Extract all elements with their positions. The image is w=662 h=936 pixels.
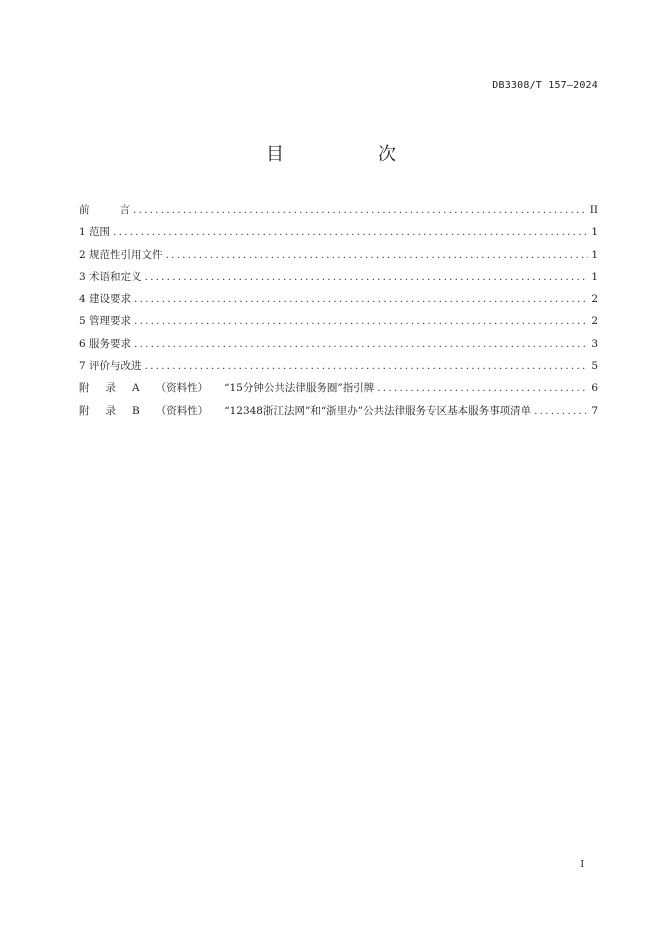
toc-entry-label: 3 术语和定义 — [79, 270, 142, 283]
toc-entry-page: 1 — [591, 226, 598, 239]
toc-entry-page: 2 — [591, 315, 598, 328]
toc-entry-normative-references[interactable] — [79, 244, 598, 266]
toc-entry-page: II — [589, 204, 598, 216]
toc-entry-page: 1 — [591, 270, 598, 283]
toc-entry-label: 5 管理要求 — [79, 315, 132, 328]
toc-entry-label: 4 建设要求 — [79, 293, 132, 306]
toc-entry-appendix-a[interactable] — [79, 377, 598, 399]
toc-entry-page: 7 — [591, 404, 598, 417]
table-of-contents — [79, 199, 598, 422]
toc-entry-terms-definitions[interactable] — [79, 266, 598, 288]
toc-entry-construction-requirements[interactable] — [79, 288, 598, 310]
toc-entry-label: 附 录 A （资料性） “15分钟公共法律服务圈”指引牌 — [79, 382, 375, 395]
toc-entry-appendix-b[interactable] — [79, 400, 598, 422]
toc-entry-label: 2 规范性引用文件 — [79, 248, 163, 261]
toc-entry-evaluation-improvement[interactable] — [79, 355, 598, 377]
dot-leader — [113, 221, 588, 243]
page-number: I — [580, 860, 584, 870]
toc-entry-label: 前言 — [79, 204, 130, 216]
toc-entry-page: 2 — [591, 293, 598, 306]
dot-leader — [134, 288, 588, 310]
dot-leader — [134, 333, 588, 355]
toc-entry-management-requirements[interactable] — [79, 310, 598, 332]
toc-entry-page: 1 — [591, 248, 598, 261]
toc-entry-service-requirements[interactable] — [79, 333, 598, 355]
toc-entry-label: 6 服务要求 — [79, 337, 132, 350]
dot-leader — [534, 400, 588, 422]
dot-leader — [166, 244, 589, 266]
dot-leader — [133, 199, 587, 221]
dot-leader — [134, 310, 588, 332]
toc-entry-label: 7 评价与改进 — [79, 360, 142, 373]
toc-entry-page: 5 — [591, 360, 598, 373]
toc-entry-page: 3 — [591, 337, 598, 350]
toc-entry-scope[interactable] — [79, 221, 598, 243]
toc-entry-page: 6 — [591, 382, 598, 395]
toc-entry-label: 附 录 B （资料性） “12348浙江法网”和“浙里办”公共法律服务专区基本服务事项清单 — [79, 404, 532, 417]
dot-leader — [145, 266, 589, 288]
page-title: 目 次 — [266, 144, 434, 165]
standard-code: DB3308/T 157—2024 — [492, 80, 598, 91]
toc-entry-label: 1 范围 — [79, 226, 111, 239]
dot-leader — [145, 355, 589, 377]
toc-entry-foreword[interactable] — [79, 199, 598, 221]
dot-leader — [377, 377, 588, 399]
